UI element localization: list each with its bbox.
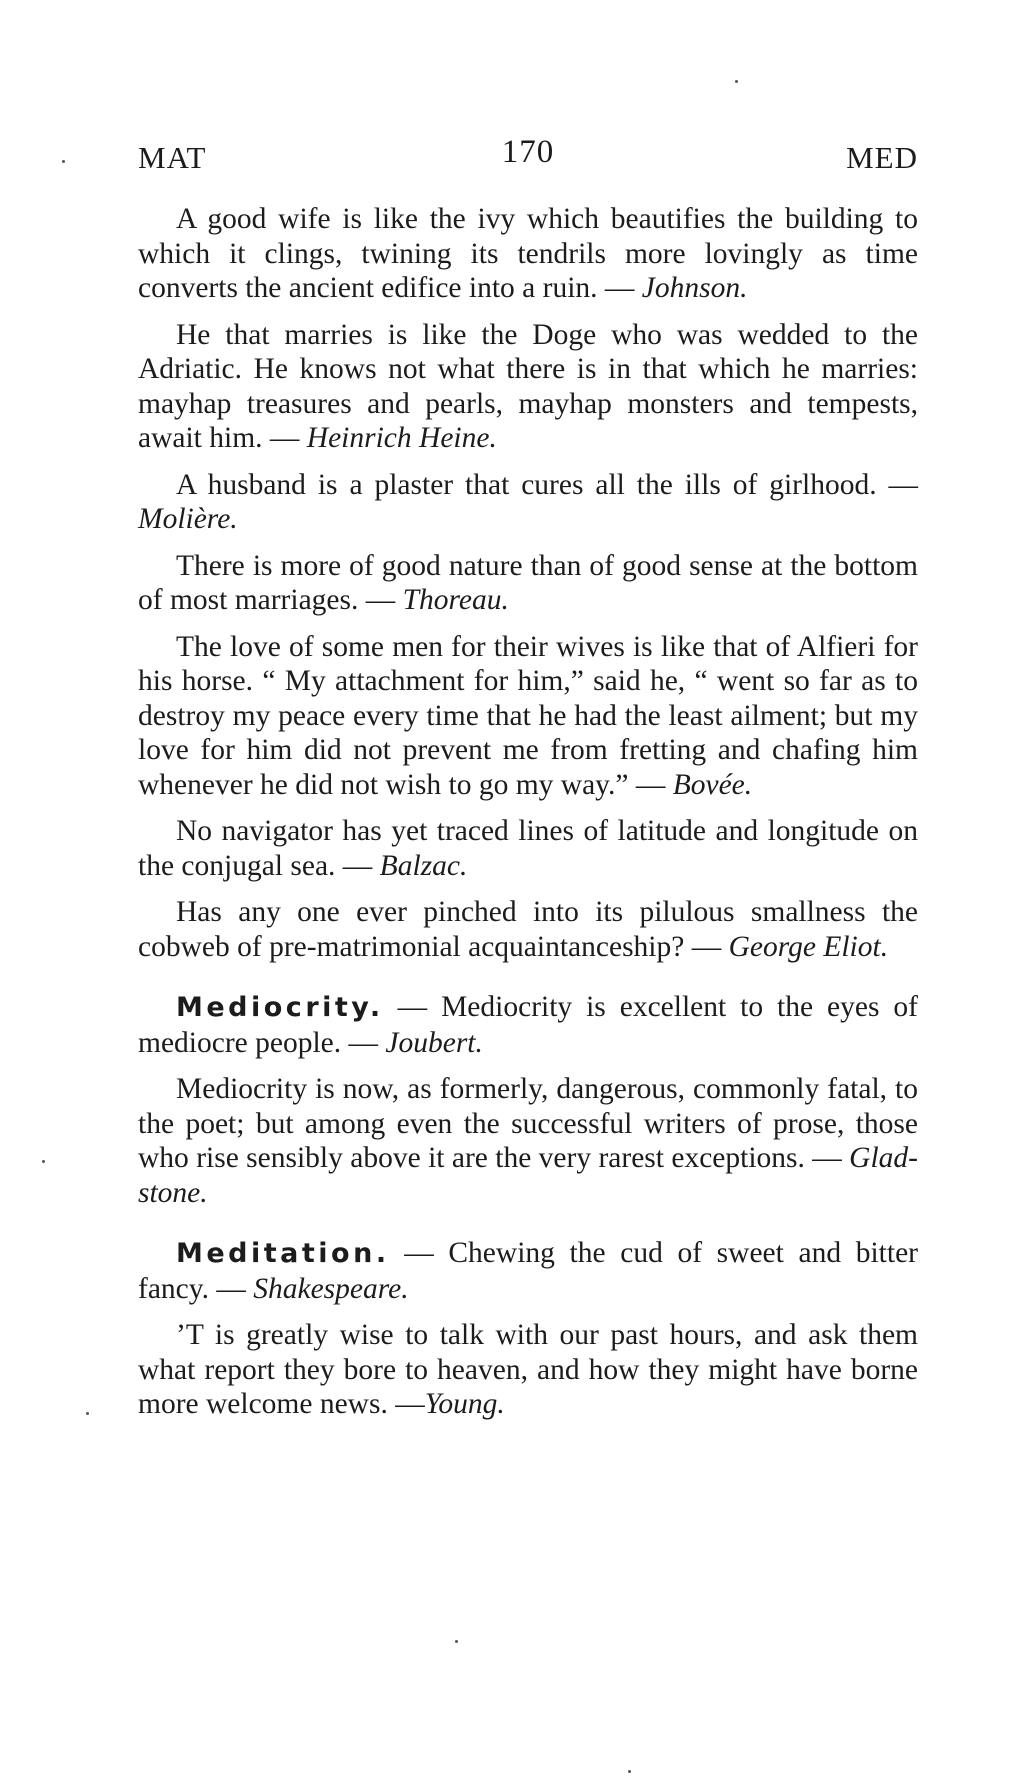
quote-author: Molière. <box>138 503 238 535</box>
paper-speck <box>455 1640 458 1643</box>
paper-speck <box>628 1770 631 1773</box>
quote-paragraph: He that marries is like the Doge who was wedded to the Adriatic. He knows not what there is in that which he marries: mayhap treasures and pearls, mayhap monsters and tempests, await him. — Heinrich Heine. <box>138 318 918 454</box>
running-header <box>138 134 918 184</box>
topic-entry-paragraph: Mediocrity. — Mediocrity is excellent to the eyes of mediocre people. — Joubert. <box>138 991 918 1059</box>
quote-paragraph: Mediocrity is now, as formerly, dangerous, commonly fatal, to the poet; but among even the successful writers of prose, those who rise sensibly above it are the very rarest exceptions. — Gladstone. <box>138 1073 918 1209</box>
topic-heading: Meditation. <box>176 1238 390 1269</box>
quote-author: Johnson. <box>641 272 748 304</box>
paper-speck <box>86 1412 89 1415</box>
quote-author: Young. <box>424 1388 505 1420</box>
topic-entry-paragraph: Meditation. — Chewing the cud of sweet and bitter fancy. — Shakespeare. <box>138 1237 918 1305</box>
quote-author: Gladstone. <box>138 1142 918 1209</box>
quote-paragraph: A good wife is like the ivy which beautifies the building to which it clings, twining its tendrils more lovingly as time converts the ancient edifice into a ruin. — Johnson. <box>138 203 918 304</box>
quote-author: Heinrich Heine. <box>306 422 497 454</box>
quote-author: Thoreau. <box>402 584 509 616</box>
paper-speck <box>735 80 738 83</box>
quote-paragraph: No navigator has yet traced lines of latitude and longitude on the conjugal sea. — Balzac. <box>138 815 918 882</box>
quote-paragraph: There is more of good nature than of good sense at the bottom of most marriages. — Thoreau. <box>138 549 918 616</box>
quote-author: Shakespeare. <box>253 1272 409 1305</box>
page-number: 170 <box>501 134 555 170</box>
paper-speck <box>42 1160 45 1163</box>
quote-author: Balzac. <box>379 849 468 882</box>
paper-speck <box>62 160 65 163</box>
quote-paragraph: ’T is greatly wise to talk with our past hours, and ask them what report they bore to heaven, and how they might have borne more welcome news. —Young. <box>138 1319 918 1420</box>
quote-author: Bovée. <box>672 768 753 801</box>
topic-heading: Mediocrity. <box>176 992 384 1023</box>
quote-author: George Eliot. <box>728 930 889 963</box>
quote-paragraph: The love of some men for their wives is like that of Alfieri for his horse. “ My attachment for him,” said he, “ went so far as to destroy my peace every time that he had the least ailment; but my love for him did not prevent me from fretting and chafing him whenever he did not wish to go my way.” — Bovée. <box>138 630 918 801</box>
header-right-guide-word: MED <box>846 140 918 175</box>
header-left-guide-word: MAT <box>138 140 207 175</box>
quote-paragraph: Has any one ever pinched into its pilulous smallness the cobweb of pre-matrimonial acquaintanceship? — George Eliot. <box>138 896 918 963</box>
quote-paragraph: A husband is a plaster that cures all the ills of girlhood. — Molière. <box>138 468 918 535</box>
quote-author: Joubert. <box>385 1026 483 1059</box>
page-body <box>138 202 918 1434</box>
